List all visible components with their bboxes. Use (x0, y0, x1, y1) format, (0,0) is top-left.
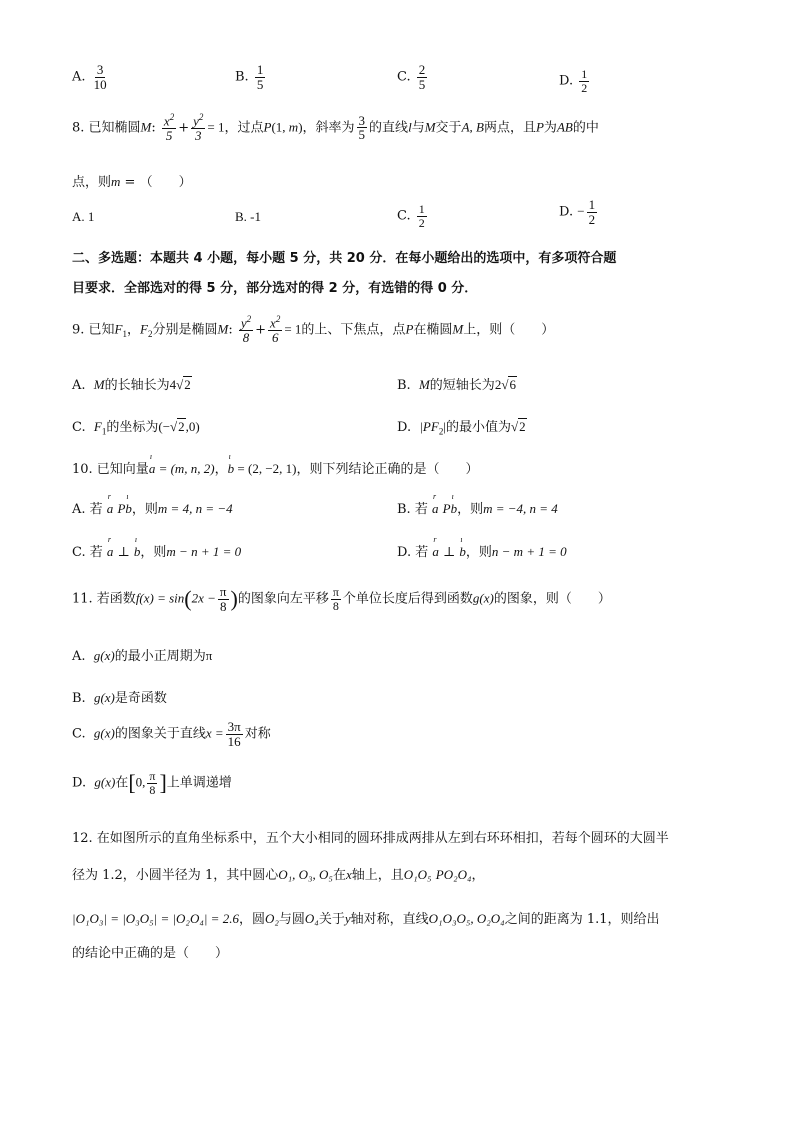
q12-line2 (72, 864, 485, 883)
symbol: P (535, 119, 544, 135)
q8-option-d (559, 198, 599, 226)
option-label: A. 若 (72, 502, 103, 517)
vector-mark: ı (228, 452, 231, 461)
text: 关于 (318, 912, 345, 927)
numerator: 2 (418, 62, 426, 77)
option-label: D. (72, 775, 87, 791)
vector-mark: r (433, 535, 437, 544)
function-expr: g(x) (472, 590, 494, 606)
text: 上，则（ ） (463, 322, 555, 338)
symbol: O₁O₃O₅, O₂O₄ (428, 911, 505, 926)
function-expr: g(x) (93, 690, 115, 705)
symbol: P (263, 119, 272, 135)
vector-mark: ı (134, 535, 138, 544)
text: 在 (115, 775, 129, 791)
var: x (270, 315, 276, 331)
denominator: 3 (195, 127, 202, 143)
denominator: 2 (581, 80, 588, 95)
text: 点，则 (72, 175, 112, 190)
q10-option-a (72, 492, 233, 517)
option-label: D. 若 (397, 545, 429, 560)
vector-mark: r (107, 492, 111, 501)
option-label: C. (72, 726, 86, 742)
symbol: AB (556, 119, 573, 135)
left-paren: ( (184, 586, 192, 612)
fraction (417, 203, 427, 229)
text: : (228, 322, 233, 338)
parallel-symbol: P (117, 501, 126, 516)
denominator: 8 (149, 782, 156, 797)
symbol: b (133, 544, 141, 559)
denominator: 5 (358, 127, 366, 143)
text: 的上、下焦点，点 (301, 322, 406, 338)
vector-b (459, 535, 466, 560)
q9-option-b (397, 374, 517, 393)
vector-a (432, 535, 439, 560)
sqrt: √2 (510, 419, 526, 434)
option-label: C. (397, 69, 411, 85)
fraction (268, 315, 282, 345)
text: 的直线 (369, 120, 409, 136)
vector-mark: ı (451, 492, 454, 501)
symbol: A, B (461, 119, 484, 135)
q12-line4: 的结论中正确的是（ ） (72, 946, 229, 961)
sqrt: √2 (170, 419, 185, 434)
subscript: 2 (147, 328, 153, 339)
function-expr: f(x) = sin (135, 590, 185, 606)
numerator: 1 (588, 197, 596, 212)
denominator: 5 (256, 76, 264, 92)
coef: 2 (494, 377, 502, 392)
text: 8. 已知椭圆 (72, 120, 141, 136)
symbol: b (450, 501, 458, 516)
option-label: B. (72, 691, 86, 706)
right-bracket: ] (159, 770, 167, 796)
denominator: 16 (227, 733, 241, 749)
text: ， (127, 322, 141, 338)
vector-mark: r (107, 535, 112, 544)
vector-mark: ı (460, 535, 463, 544)
text: 9. 已知 (72, 322, 115, 338)
function-expr: g(x) (93, 648, 115, 663)
text: ，则 (131, 502, 158, 517)
text: 轴上，且 (351, 868, 404, 883)
symbol: m (288, 119, 299, 135)
fraction (579, 68, 589, 94)
q9-option-a (72, 374, 192, 393)
fraction (255, 63, 266, 91)
q10-stem (72, 452, 479, 477)
fraction (218, 585, 229, 613)
text: ,0) (185, 419, 200, 434)
text: 轴对称，直线 (350, 912, 429, 927)
denominator: 5 (165, 127, 173, 143)
text: 对称 (244, 726, 271, 742)
text: ，则 (140, 545, 167, 560)
text: 两点，且 (483, 120, 536, 136)
numerator: 1 (256, 62, 264, 77)
text: = 1 (284, 321, 302, 337)
fraction (226, 720, 243, 748)
q8-option-c (397, 203, 429, 229)
numerator: 1 (581, 67, 588, 81)
q9-option-c (72, 416, 200, 437)
vector-b (450, 492, 458, 517)
text: 的中 (572, 120, 599, 136)
text: m = −4, n = 4 (483, 501, 558, 516)
text: ，过点 (224, 120, 264, 136)
denominator: 8 (219, 598, 227, 614)
symbol: M (140, 119, 152, 135)
option-label: C. (72, 420, 86, 435)
denominator: 2 (418, 215, 425, 230)
text: 径为 1.2，小圆半径为 1，其中圆心 (72, 868, 279, 883)
text: n − m + 1 = 0 (491, 544, 567, 559)
text: 与 (411, 120, 425, 136)
subscript: 1 (122, 328, 127, 339)
numerator: π (149, 769, 156, 783)
text: ，斜率为 (302, 120, 355, 136)
symbol: O₄ (304, 911, 319, 926)
numerator: π (332, 585, 339, 600)
var: y (193, 113, 199, 129)
option-label: D. (559, 204, 574, 220)
text: 上单调递增 (166, 775, 232, 791)
symbol: b (125, 501, 132, 516)
denominator: 5 (418, 76, 426, 92)
exponent: 2 (169, 112, 175, 122)
denominator: 2 (588, 211, 596, 227)
text: ，则 (457, 502, 484, 517)
fraction (162, 113, 176, 143)
symbol: |PF (419, 419, 439, 434)
text: ，圆 (238, 912, 265, 927)
option-label: D. (397, 420, 412, 435)
denominator: 8 (332, 598, 339, 613)
numerator: 1 (418, 202, 425, 216)
section-heading-line1: 二、多选题：本题共 4 小题，每小题 5 分，共 20 分．在每小题给出的选项中，有多项符合题 (72, 251, 617, 266)
q10-option-b (397, 492, 558, 517)
q9-stem: 9. 已知$F_1$，$F_2$分别是椭圆M: $\frac{y^2}{8}$ + $\frac{x^2}{6}$ = 1的上、下焦点，点P在椭圆M上，则（ ） (72, 314, 555, 345)
symbol: a (432, 544, 439, 559)
vector-a (106, 535, 114, 560)
option-label: C. 若 (72, 545, 103, 560)
text: 0, (135, 774, 146, 790)
text: 11. 若函数 (72, 591, 136, 607)
vector-mark: ı (149, 452, 153, 461)
function-expr: g(x) (94, 774, 116, 790)
option-label: A. (72, 378, 86, 393)
fraction (417, 63, 428, 91)
symbol: m (111, 174, 121, 189)
text: π (205, 648, 213, 663)
q7-option-a (72, 63, 111, 91)
text: 10. 已知向量 (72, 462, 149, 477)
text: 的长轴长为 (104, 378, 170, 393)
text: 是奇函数 (114, 691, 167, 706)
text: 的图象关于直线 (114, 726, 206, 742)
q8-stem-line2 (72, 171, 192, 190)
symbol: b (459, 544, 466, 559)
q12-line3 (72, 908, 660, 927)
radicand: 2 (184, 377, 191, 392)
text: (− (158, 419, 171, 434)
symbol: a (106, 501, 114, 516)
symbol: a (106, 544, 114, 559)
vector-b (125, 492, 132, 517)
exponent: 2 (198, 112, 204, 122)
option-label: D. (559, 73, 574, 89)
right-paren: ) (230, 586, 238, 612)
radicand: 2 (178, 419, 185, 434)
symbol: M (217, 321, 229, 337)
text: x = (205, 725, 224, 741)
text: 2x − (191, 590, 216, 606)
numerator: 3π (227, 719, 241, 734)
symbol: y (344, 911, 351, 926)
q8-stem-line1: 8. 已知椭圆M: $\frac{x^2}{5}$ + $\frac{y^2}{3}$ = 1，过点P(1, m)，斜率为 $\frac{3}{5}$ 的直线l与M交于A, B两点，且P为AB的中 (72, 112, 599, 143)
text: | (443, 419, 446, 434)
symbol: O₂O₄ (443, 867, 472, 882)
q7-option-b (235, 63, 267, 91)
q10-option-d (397, 535, 567, 560)
symbol: P (405, 321, 414, 337)
text: 个单位长度后得到函数 (342, 591, 473, 607)
symbol: a (148, 461, 156, 476)
text: = （ ） (120, 175, 192, 190)
equation: |O₁O₃| = |O₃O₅| = |O₂O₄| = 2.6 (72, 911, 239, 926)
text: 分别是椭圆 (152, 322, 218, 338)
symbol: F (140, 321, 148, 337)
sqrt: √6 (501, 377, 516, 392)
text: ， (214, 462, 228, 477)
symbol: b (227, 461, 235, 476)
q10-option-c (72, 535, 242, 560)
option-label: C. (397, 208, 411, 224)
text: m = 4, n = −4 (157, 501, 233, 516)
text: 与圆 (278, 912, 305, 927)
symbol: O₁O₅ (403, 867, 432, 882)
fraction (147, 770, 157, 796)
fraction (92, 63, 109, 91)
q9-option-d (397, 416, 527, 437)
symbol: l (408, 119, 412, 135)
vector-a (106, 492, 114, 517)
text: 之间的距离为 1.1，则给出 (504, 912, 660, 927)
parallel-symbol: P (435, 867, 444, 882)
fraction (331, 586, 341, 612)
numerator: 3 (358, 112, 366, 128)
perpendicular-symbol: ⊥ (443, 544, 456, 559)
numerator: π (219, 584, 227, 599)
text: 在椭圆 (413, 322, 453, 338)
symbol: O₂ (264, 911, 279, 926)
text: = (2, −2, 1) (234, 461, 297, 476)
text: ，则 (465, 545, 492, 560)
fraction (191, 113, 205, 143)
fraction (587, 198, 598, 226)
text: 的图象向左平移 (237, 591, 329, 607)
option-label: B. 若 (397, 502, 428, 517)
option-label: B. (397, 378, 411, 393)
numerator: 3 (96, 62, 104, 77)
var: y (240, 315, 247, 331)
q7-option-d (559, 68, 591, 94)
text: 的坐标为 (106, 420, 159, 435)
symbol: a (431, 501, 439, 516)
text: m − n + 1 = 0 (166, 544, 242, 559)
parallel-symbol: P (442, 501, 451, 516)
left-bracket: [ (128, 770, 136, 796)
q11-option-b (72, 687, 167, 706)
var: x (163, 113, 170, 129)
text: 的短轴长为 (429, 378, 495, 393)
text: (1, (271, 119, 289, 135)
symbol: F (114, 321, 123, 337)
symbol: x (345, 867, 352, 882)
q7-option-c (397, 63, 429, 91)
option-label: B. (235, 69, 249, 85)
section-heading-line2: 目要求．全部选对的得 5 分，部分选对的得 2 分，有选错的得 0 分． (72, 281, 478, 296)
function-expr: g(x) (93, 725, 115, 741)
text: 的最小正周期为 (114, 649, 206, 664)
radicand: 6 (509, 377, 516, 392)
subscript: 1 (101, 426, 107, 437)
text: = (m, n, 2) (155, 461, 215, 476)
symbol: O₁, O₃, O₅ (278, 867, 333, 882)
q8-option-a: A. 1 (72, 209, 95, 224)
vector-mark: ı (126, 492, 129, 501)
symbol: M (418, 377, 430, 392)
coef: 4 (169, 377, 177, 392)
vector-a (148, 452, 156, 477)
text: = 1 (207, 119, 225, 135)
denominator: 6 (271, 329, 279, 345)
symbol: M (452, 321, 464, 337)
q11-option-c (72, 720, 271, 748)
text: ) (298, 119, 303, 135)
text: ， (471, 868, 485, 883)
sqrt: √2 (176, 377, 191, 392)
text: 在 (332, 868, 346, 883)
minus-sign: − (577, 203, 585, 219)
text: 交于 (435, 120, 462, 136)
option-label: A. (72, 649, 86, 664)
q12-line1: 12. 在如图所示的直角坐标系中，五个大小相同的圆环排成两排从左到右环环相扣，若每个圆环的大圆半 (72, 831, 669, 846)
vector-mark: r (432, 492, 437, 501)
vector-b (133, 535, 141, 560)
text: 为 (543, 120, 557, 136)
q8-option-b: B. -1 (235, 209, 261, 224)
vector-a (431, 492, 439, 517)
symbol: F (93, 419, 102, 434)
exponent: 2 (246, 314, 252, 324)
denominator: 10 (93, 76, 107, 92)
text: ，则下列结论正确的是（ ） (296, 462, 479, 477)
fraction (239, 315, 253, 345)
fraction (357, 114, 368, 142)
q11-option-d (72, 770, 232, 796)
radicand: 2 (519, 419, 526, 434)
q11-option-a (72, 645, 212, 664)
vector-b (227, 452, 235, 477)
exponent: 2 (275, 314, 281, 324)
option-label: A. (72, 69, 86, 85)
q11-stem (72, 585, 611, 613)
text: 的最小值为 (445, 420, 511, 435)
subscript: 2 (438, 426, 444, 437)
text: : (151, 120, 156, 136)
denominator: 8 (242, 329, 250, 345)
text: 的图象，则（ ） (493, 591, 611, 607)
symbol: M (93, 377, 105, 392)
perpendicular-symbol: ⊥ (117, 544, 130, 559)
symbol: M (424, 119, 436, 135)
